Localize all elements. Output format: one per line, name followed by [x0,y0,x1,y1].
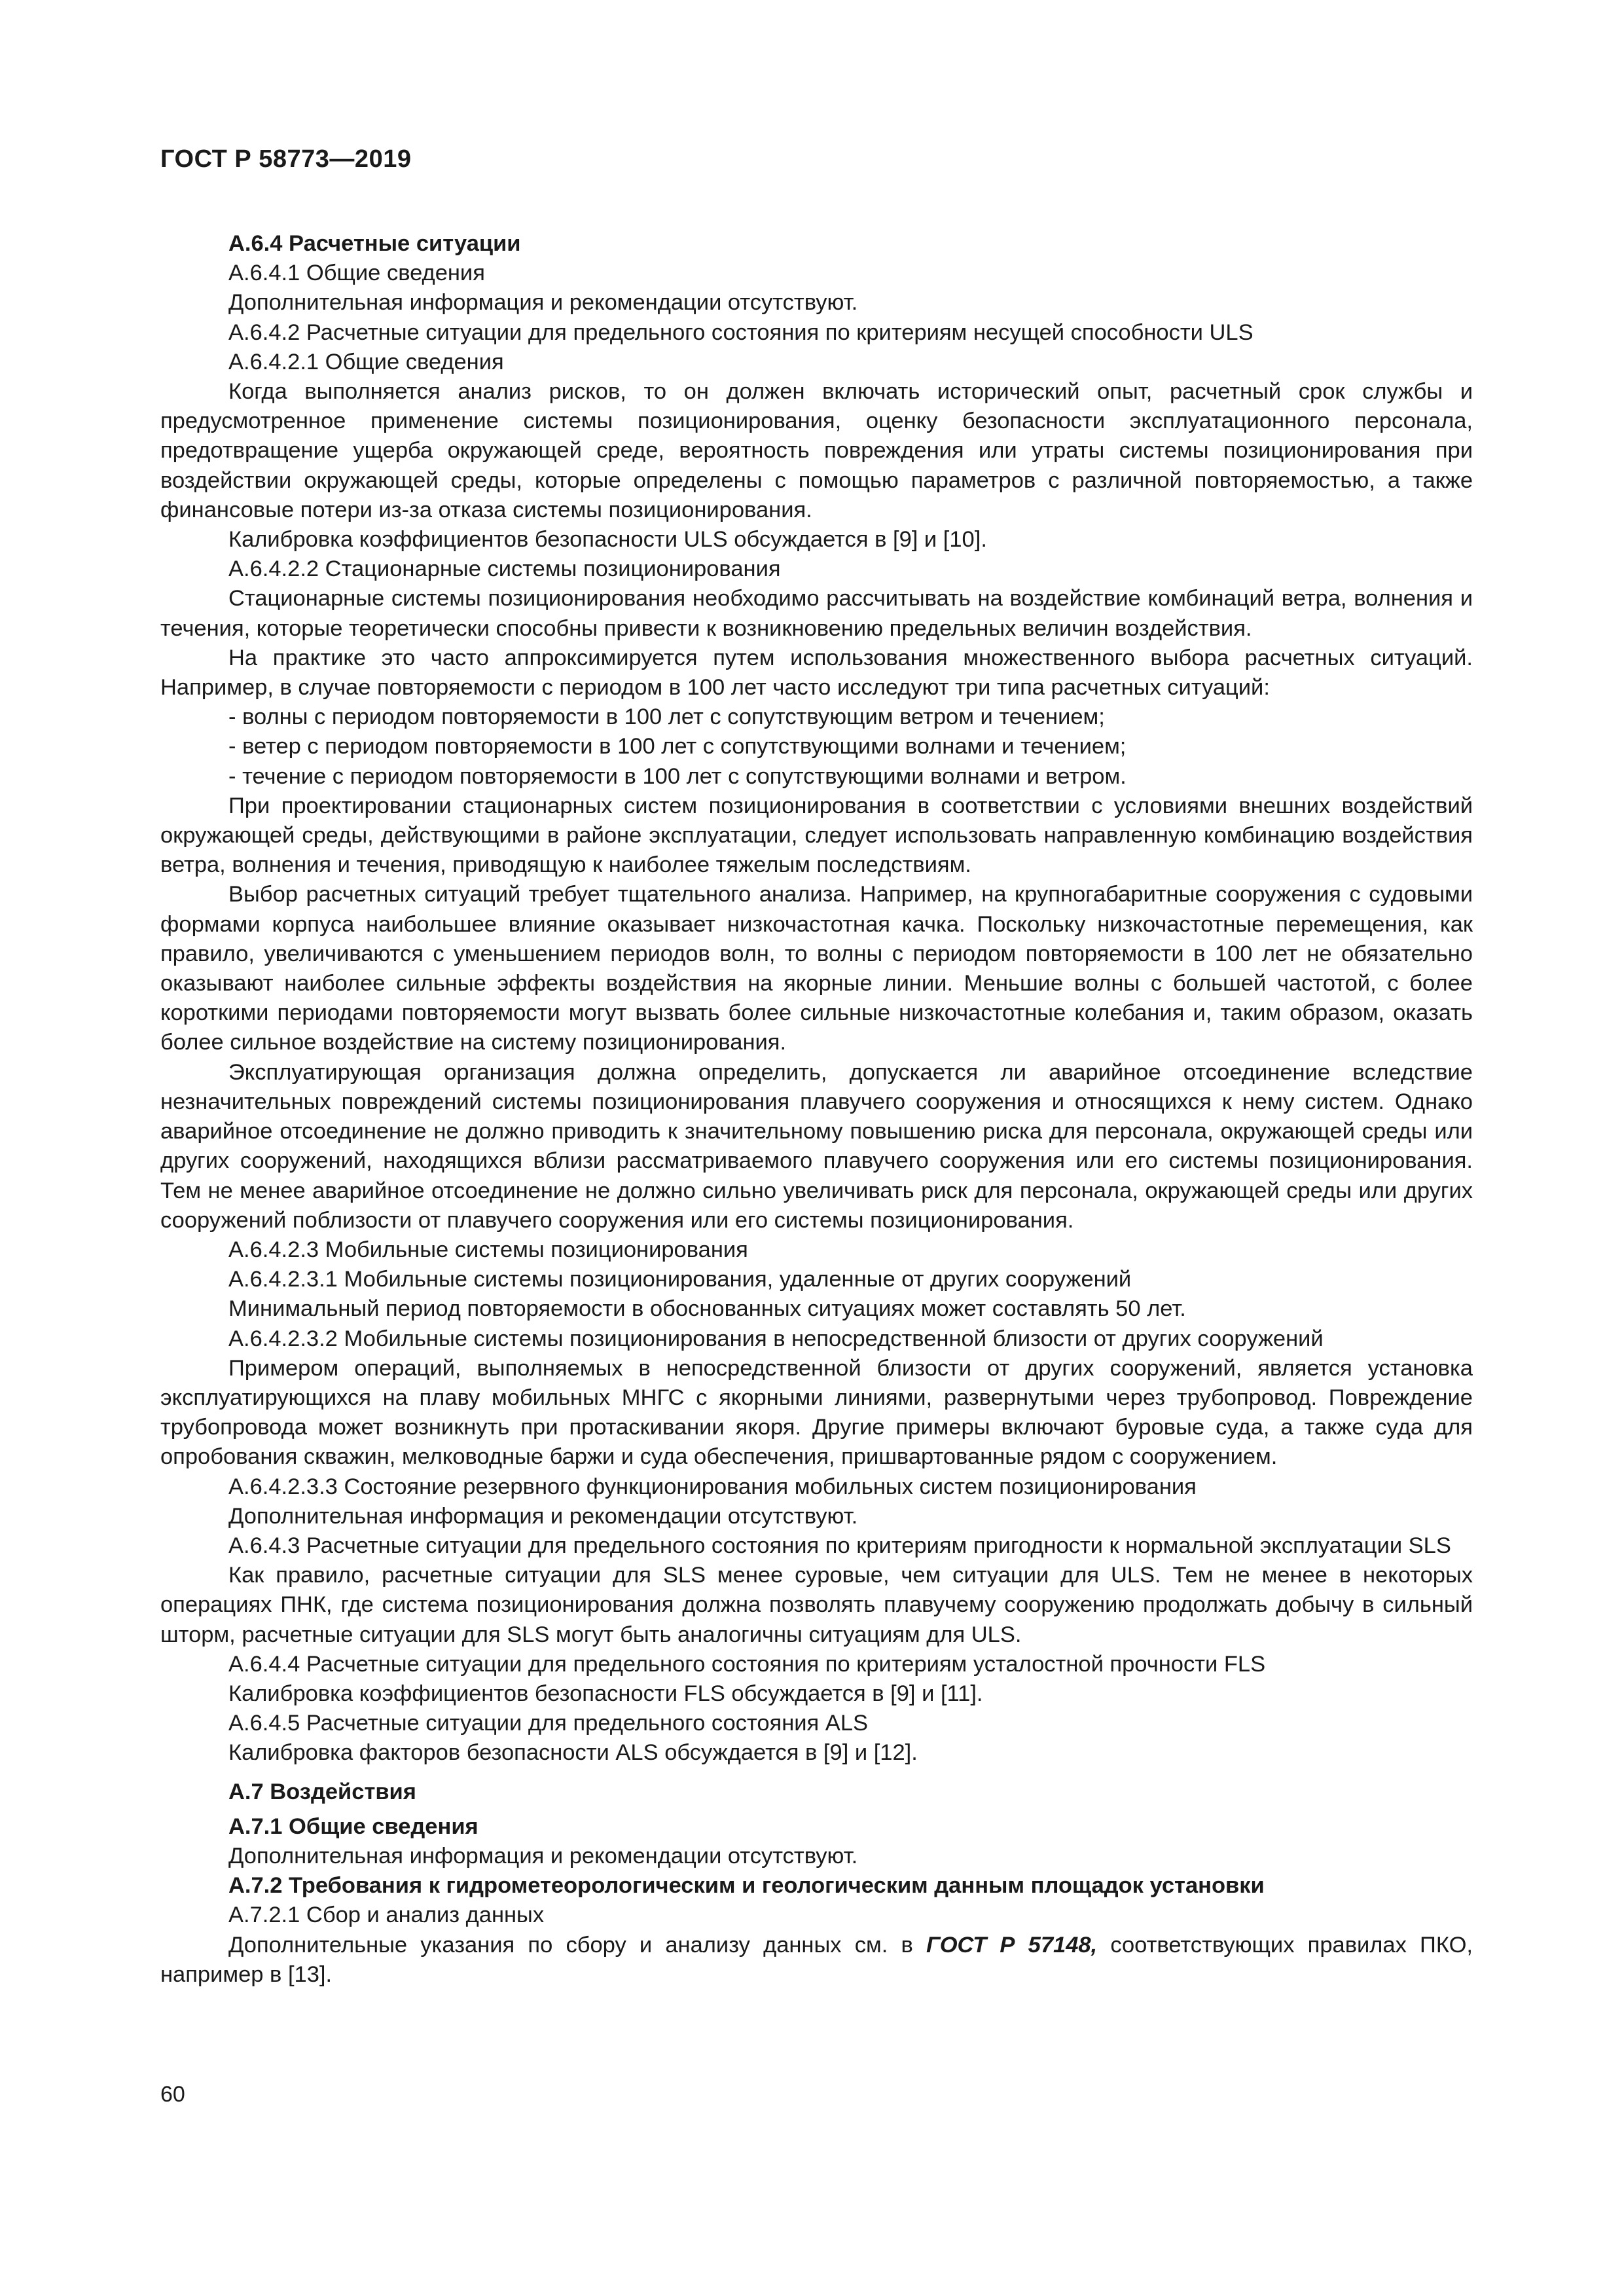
paragraph: Как правило, расчетные ситуации для SLS менее суровые, чем ситуации для ULS. Тем не менее в некоторых операциях ПНК, где система позиционирования должна позволять плавучему сооружению продолжать добычу в сильный шторм, расчетные ситуации для SLS могут быть аналогичны ситуациям для ULS. [160,1563,1473,1647]
paragraph: При проектировании стационарных систем позиционирования в соответствии с условиями внешних воздействий окружающей среды, действующими в районе эксплуатации, следует использовать направленную комбинацию воздействия ветра, волнения и течения, приводящую к наиболее тяжелым последствиям. [160,793,1473,878]
subsection-title: А.6.4.2 Расчетные ситуации для предельного состояния по критериям несущей способности ULS [228,319,1254,345]
paragraph: Когда выполняется анализ рисков, то он должен включать исторический опыт, расчетный срок службы и предусмотренное применение системы позиционирования, оценку безопасности эксплуатационного персонала, предотвращение ущерба окружающей среде, вероятность повреждения или утраты системы позиционирования при воздействии окружающей среды, которые определены с помощью параметров с различной повторяемостью, а также финансовые потери из-за отказа системы позиционирования. [160,379,1473,522]
paragraph: Калибровка факторов безопасности ALS обсуждается в [9] и [12]. [228,1740,918,1766]
paragraph: Стационарные системы позиционирования необходимо рассчитывать на воздействие комбинаций ветра, волнения и течения, которые теоретически способны привести к возникновению предельных величин воздействия. [160,586,1473,641]
paragraph: Калибровка коэффициентов безопасности ULS обсуждается в [9] и [10]. [228,527,987,553]
paragraph: Выбор расчетных ситуаций требует тщательного анализа. Например, на крупногабаритные сооружения с судовыми формами корпуса наибольшее влияние оказывает низкочастотная качка. Поскольку низкочастотные перемещения, как правило, увеличиваются с уменьшением периодов волн, то волны с периодом повторяемости в 100 лет не обязательно оказывают наиболее сильные эффекты воздействия на якорные линии. Меньшие волны с большей частотой, с более короткими периодами повторяемости могут вызвать более сильные низкочастотные колебания и, таким образом, оказать более сильное воздействие на систему позиционирования. [160,882,1473,1055]
paragraph: Калибровка коэффициентов безопасности FLS обсуждается в [9] и [11]. [228,1681,983,1706]
subsection-title: А.7.2.1 Сбор и анализ данных [228,1903,545,1928]
subsection-title: А.6.4.2.3.1 Мобильные системы позиционирования, удаленные от других сооружений [228,1267,1132,1292]
paragraph: Дополнительная информация и рекомендации отсутствуют. [228,1843,858,1868]
section-heading-a71: А.7.1 Общие сведения [228,1813,478,1839]
subsection-title: А.6.4.2.1 Общие сведения [228,349,504,374]
standard-reference: ГОСТ Р 57148, [926,1932,1098,1958]
list-item: - ветер с периодом повторяемости в 100 лет с сопутствующими волнами и течением; [228,734,1127,759]
subsection-title: А.6.4.2.3.3 Состояние резервного функционирования мобильных систем позиционирования [228,1474,1197,1499]
subsection-title: А.6.4.2.2 Стационарные системы позиционирования [228,556,781,582]
document-header: ГОСТ Р 58773—2019 [160,145,412,173]
subsection-title: А.6.4.3 Расчетные ситуации для предельного состояния по критериям пригодности к нормальной эксплуатации SLS [228,1533,1451,1558]
paragraph: На практике это часто аппроксимируется путем использования множественного выбора расчетных ситуаций. Например, в случае повторяемости с периодом в 100 лет часто исследуют три типа расчетных ситуаций: [160,645,1473,701]
list-item: - волны с периодом повторяемости в 100 лет с сопутствующим ветром и течением; [228,704,1105,730]
list-item: - течение с периодом повторяемости в 100 лет с сопутствующими волнами и ветром. [228,763,1127,789]
paragraph-text: соответствующих правилах ПКО, например в [13]. [160,1932,1473,1987]
section-heading-a7: А.7 Воздействия [228,1779,416,1804]
paragraph: Дополнительная информация и рекомендации отсутствуют. [228,1503,858,1529]
paragraph-text: Дополнительные указания по сбору и анализу данных см. в [228,1932,926,1958]
paragraph: Примером операций, выполняемых в непосредственной близости от других сооружений, является установка эксплуатирующихся на плаву мобильных МНГС с якорными линиями, развернутыми через трубопровод. Повреждение трубопровода может возникнуть при протаскивании якоря. Другие примеры включают буровые суда, а также суда для опробования скважин, мелководные баржи и суда обеспечения, пришвартованные рядом с сооружением. [160,1355,1473,1470]
subsection-title: А.6.4.4 Расчетные ситуации для предельного состояния по критериям усталостной прочности FLS [228,1651,1266,1677]
paragraph: Минимальный период повторяемости в обоснованных ситуациях может составлять 50 лет. [228,1296,1186,1322]
paragraph: Эксплуатирующая организация должна определить, допускается ли аварийное отсоединение вследствие незначительных повреждений системы позиционирования плавучего сооружения и относящихся к нему систем. Однако аварийное отсоединение не должно приводить к значительному повышению риска для персонала, окружающей среды или других сооружений, находящихся вблизи рассматриваемого плавучего сооружения или его системы позиционирования. Тем не менее аварийное отсоединение не должно сильно увеличивать риск для персонала, окружающей среды или других сооружений поблизости от плавучего сооружения или его системы позиционирования. [160,1059,1473,1233]
paragraph: Дополнительная информация и рекомендации отсутствуют. [228,290,858,316]
subsection-title: А.6.4.2.3 Мобильные системы позиционирования [228,1237,748,1262]
paragraph-with-reference [160,1931,1473,1990]
document-body [160,229,1473,1990]
section-heading-a64: А.6.4 Расчетные ситуации [228,231,521,256]
page-number: 60 [160,2082,185,2107]
subsection-title: А.6.4.1 Общие сведения [228,261,485,286]
subsection-title: А.6.4.2.3.2 Мобильные системы позиционирования в непосредственной близости от других сооружений [228,1326,1324,1351]
section-heading-a72: А.7.2 Требования к гидрометеорологическим и геологическим данным площадок установки [228,1873,1265,1899]
subsection-title: А.6.4.5 Расчетные ситуации для предельного состояния ALS [228,1711,869,1736]
